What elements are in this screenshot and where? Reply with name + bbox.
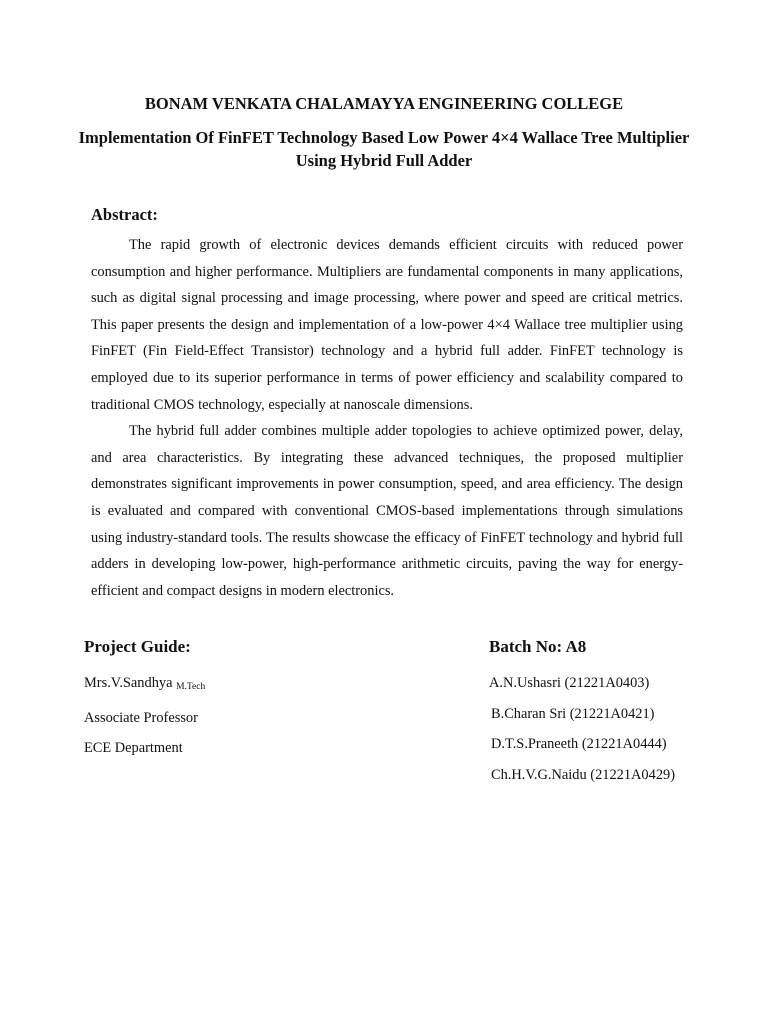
abstract-paragraph: The hybrid full adder combines multiple adder topologies to achieve optimized power, delay, and area characteristics. By integrating these advanced techniques, the proposed multiplier demonstrates significant improvements in power consumption, speed, and area efficiency. The design is evaluated and compared with conventional CMOS-based implementations through simulations using industry-standard tools. The results showcase the efficacy of FinFET technology and hybrid full adders in developing low-power, high-performance arithmetic circuits, paving the way for energy-efficient and compact designs in modern electronics.	[91, 423, 683, 599]
project-guide-heading: Project Guide:	[84, 637, 191, 656]
guide-name: Mrs.V.Sandhya	[84, 675, 173, 691]
guide-department: ECE Department	[84, 740, 183, 756]
batch-heading: Batch No: A8	[489, 637, 587, 656]
guide-designation: Associate Professor	[84, 709, 198, 726]
abstract-paragraph: The rapid growth of electronic devices demands efficient circuits with reduced power consumption and higher performance. Multipliers are fundamental components in many applications, such as digital signal processing and image processing, where power and speed are critical metrics. This paper presents the design and implementation of a low-power 4×4 Wallace tree multiplier using FinFET (Fin Field-Effect Transistor) technology and a hybrid full adder. FinFET technology is employed due to its superior performance in terms of power efficiency and scalability compared to traditional CMOS technology, especially at nanoscale dimensions.	[91, 237, 683, 413]
batch-section	[489, 636, 729, 790]
guide-qualification: M.Tech	[176, 682, 206, 692]
project-title: Implementation Of FinFET Technology Based Low Power 4×4 Wallace Tree Multiplier Using Hybrid Full Adder	[78, 128, 690, 170]
batch-member: Ch.H.V.G.Naidu (21221A0429)	[491, 766, 676, 783]
batch-member: B.Charan Sri (21221A0421)	[491, 705, 655, 722]
batch-member: D.T.S.Praneeth (21221A0444)	[491, 736, 667, 752]
college-name: BONAM VENKATA CHALAMAYYA ENGINEERING COLLEGE	[144, 94, 624, 113]
guide-name-line	[84, 668, 384, 703]
abstract-body	[91, 232, 683, 604]
project-guide-section	[84, 636, 384, 764]
batch-member: A.N.Ushasri (21221A0403)	[489, 675, 650, 691]
abstract-heading: Abstract:	[91, 205, 158, 224]
